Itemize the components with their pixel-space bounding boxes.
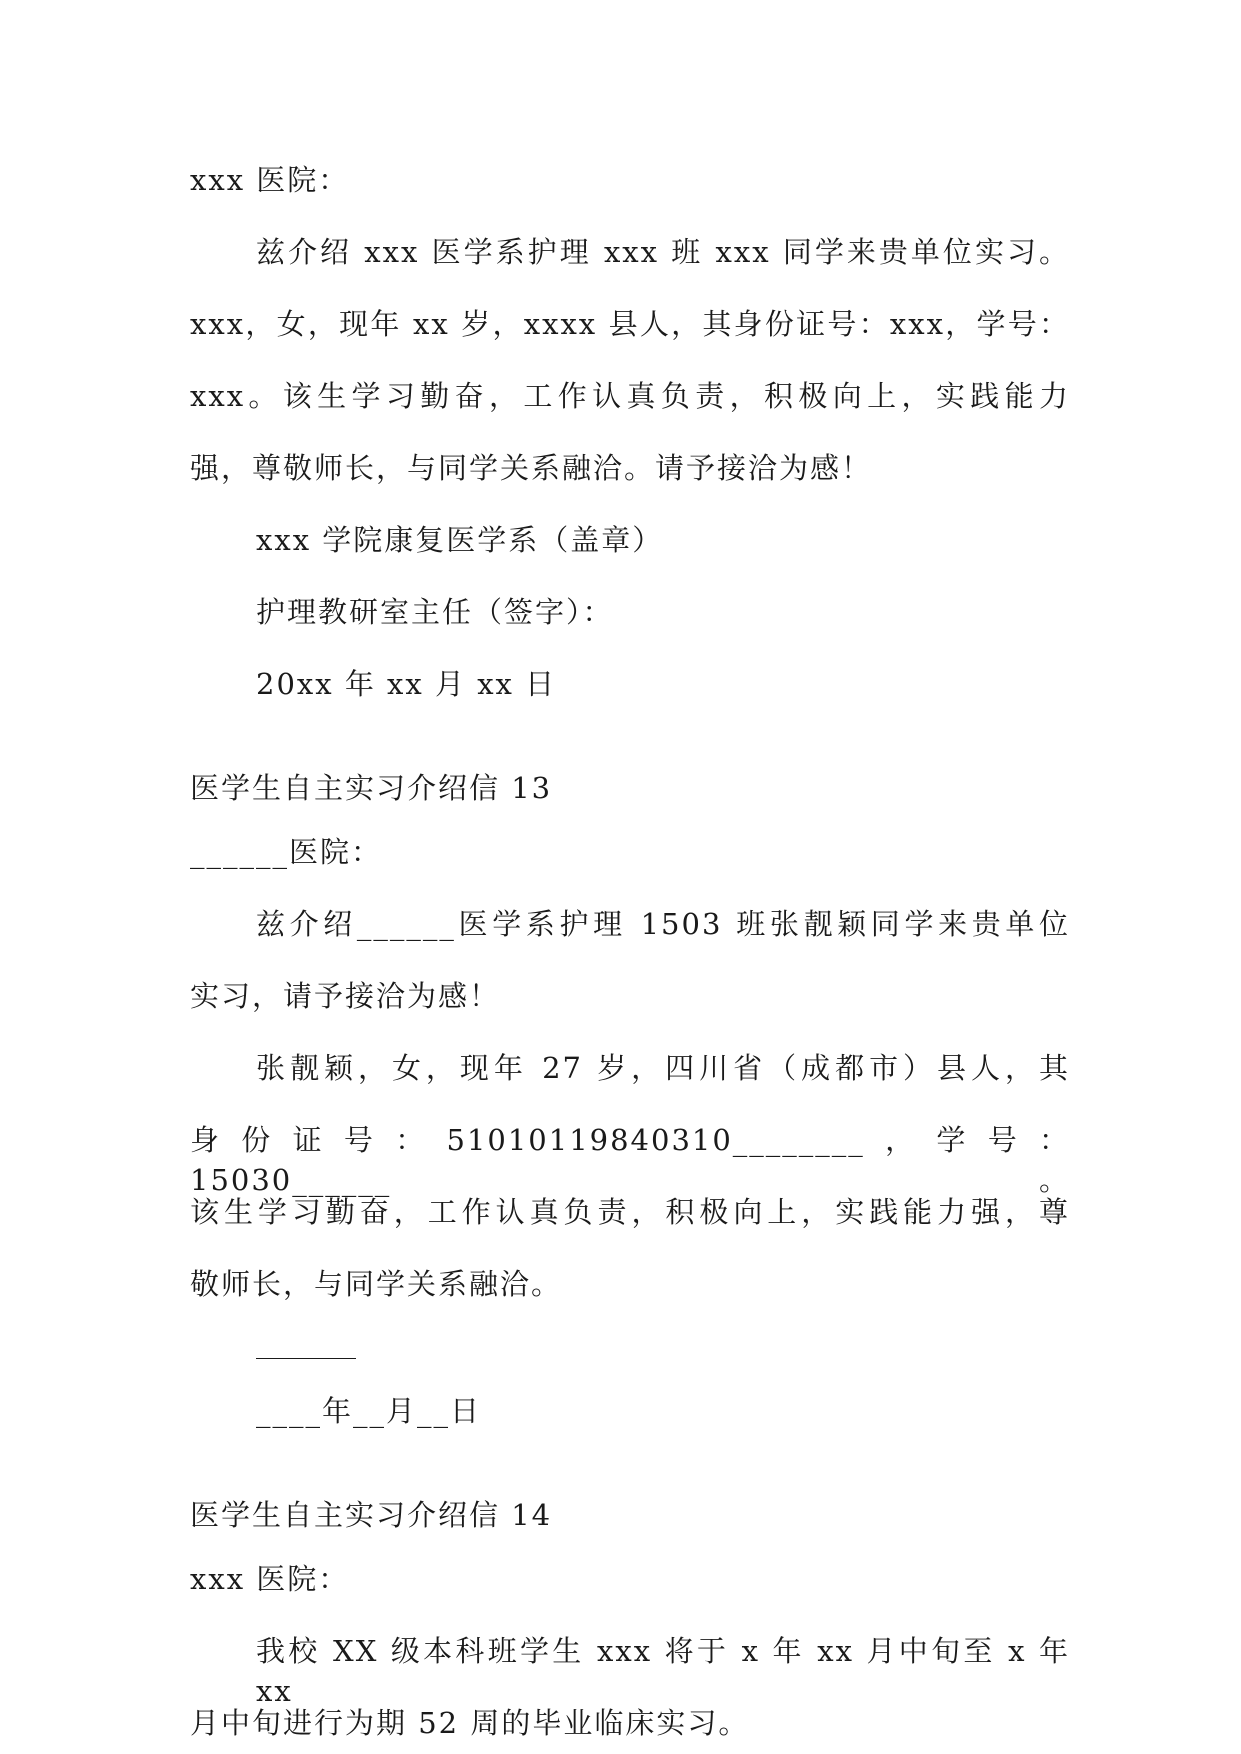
letter13-paragraph-line: 张靓颖，女，现年 27 岁，四川省（成都市）县人，其 [256,1051,1070,1085]
letter14-paragraph-line: 月中旬进行为期 52 周的毕业临床实习。 [190,1706,750,1740]
letter12-paragraph-line: xxx。该生学习勤奋，工作认真负责，积极向上，实践能力 [190,379,1070,413]
letter13-paragraph-line: 敬师长，与同学关系融洽。 [190,1267,563,1301]
document-page [190,160,1070,1743]
letter13-paragraph-line: 兹介绍______医学系护理 1503 班张靓颖同学来贵单位 [256,907,1070,941]
letter13-salutation: ______医院： [190,835,383,869]
letter13-date: ____年__月__日 [256,1394,482,1428]
letter12-date: 20xx 年 xx 月 xx 日 [256,667,557,701]
letter13-paragraph-line: 该生学习勤奋，工作认真负责，积极向上，实践能力强，尊 [190,1195,1070,1229]
letter14-salutation: xxx 医院： [190,1562,350,1596]
letter12-paragraph-line: xxx，女，现年 xx 岁，xxxx 县人，其身份证号：xxx，学号： [190,307,1070,341]
letter12-signer: 护理教研室主任（签字）： [256,595,614,629]
letter12-salutation: xxx 医院： [190,163,350,197]
letter14-title: 医学生自主实习介绍信 14 [190,1498,553,1532]
letter13-paragraph-line: 身份证号：51010119840310________，学号：15030______。 [190,1123,1070,1197]
letter12-paragraph-line: 强，尊敬师长，与同学关系融洽。请予接洽为感！ [190,451,873,485]
letter12-paragraph-line: 兹介绍 xxx 医学系护理 xxx 班 xxx 同学来贵单位实习。 [256,235,1070,269]
letter14-paragraph-line: 我校 XX 级本科班学生 xxx 将于 x 年 xx 月中旬至 x 年 xx [256,1634,1070,1708]
letter13-paragraph-line: 实习，请予接洽为感！ [190,979,501,1013]
signature-line [256,1358,356,1359]
letter12-issuer: xxx 学院康复医学系（盖章） [256,523,664,557]
letter13-title: 医学生自主实习介绍信 13 [190,771,553,805]
